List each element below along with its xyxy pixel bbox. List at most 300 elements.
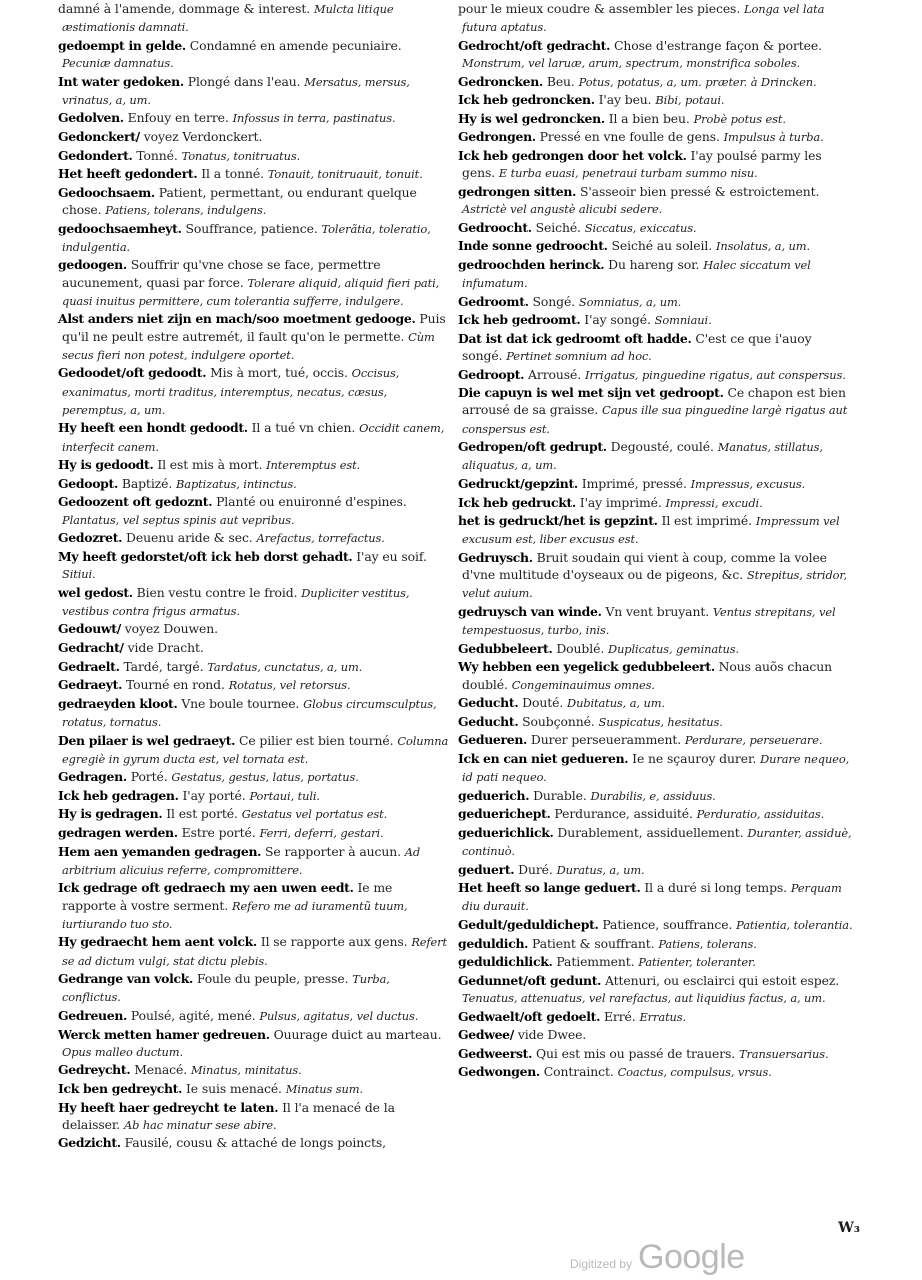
dictionary-entry <box>58 933 450 969</box>
latin-gloss: Congeminauimus omnes. <box>511 677 655 692</box>
latin-gloss: Portaui, tuli. <box>249 788 320 803</box>
french-gloss: Il l'a menacé de la delaisser. <box>62 1099 395 1132</box>
headword: Gedracht/ <box>58 639 124 655</box>
latin-gloss: Impressum vel excusum est, liber excusus est. <box>462 514 840 547</box>
french-gloss: Porté. <box>130 769 168 785</box>
french-gloss: Attenuri, ou esclairci qui estoit espez. <box>605 972 840 988</box>
french-gloss: Il est imprimé. <box>661 513 752 529</box>
headword: Ick ben gedreycht. <box>58 1081 183 1097</box>
latin-gloss: Irrigatus, pinguedine rigatus, aut conspersus. <box>584 367 846 382</box>
french-gloss: vide Dwee. <box>517 1027 587 1043</box>
french-gloss: Du hareng sor. <box>608 256 700 272</box>
dictionary-entry <box>58 1026 450 1061</box>
french-gloss: Souffrir qu'vne chose se face, permettre aucunement, quasi par force. <box>62 257 381 290</box>
dictionary-entry <box>58 1080 450 1098</box>
latin-gloss: Cùm secus fieri non potest, indulgere oportet. <box>62 329 435 362</box>
headword: Gedubbeleert. <box>458 640 553 656</box>
dictionary-entry <box>458 658 854 693</box>
dictionary-entry <box>58 147 450 165</box>
dictionary-entry <box>58 37 450 72</box>
headword: Gedrongen. <box>458 129 536 145</box>
dictionary-entry <box>458 861 854 879</box>
headword: Wy hebben een yegelick gedubbeleert. <box>458 659 715 675</box>
french-gloss: Pressé en vne foulle de gens. <box>539 129 720 145</box>
dictionary-entry <box>58 364 450 419</box>
dictionary-entry <box>458 603 854 639</box>
dictionary-entry <box>458 916 854 934</box>
french-gloss: Baptizé. <box>121 475 173 491</box>
dictionary-entry <box>458 694 854 712</box>
headword: Gedoochsaem. <box>58 184 155 200</box>
headword: Gedwee/ <box>458 1027 514 1043</box>
french-gloss: Il est porté. <box>166 806 238 822</box>
french-gloss: Songé. <box>532 293 576 309</box>
french-gloss: C'est ce que i'auoy songé. <box>462 330 812 363</box>
headword: Gedroncken. <box>458 73 543 89</box>
french-gloss: Imprimé, pressé. <box>581 475 687 491</box>
dictionary-entry <box>58 1099 450 1134</box>
headword: Gedreuen. <box>58 1008 128 1024</box>
dictionary-entry <box>458 731 854 749</box>
dictionary-entry <box>58 620 450 638</box>
latin-gloss: Tolerare aliquid, aliquid fieri pati, quasi inuitus permittere, cum tolerantia sufferre, indulgere. <box>62 275 440 308</box>
latin-gloss: Tolerãtia, toleratio, indulgentia. <box>62 221 431 254</box>
french-gloss: Arrousé. <box>528 366 582 382</box>
french-gloss: Ouurage duict au marteau. <box>273 1026 442 1042</box>
headword: Hy is gedragen. <box>58 806 163 822</box>
french-gloss: Soubçonné. <box>522 713 595 729</box>
dictionary-entry <box>458 824 854 860</box>
dictionary-entry <box>58 548 450 583</box>
latin-gloss: Patienter, toleranter. <box>638 955 756 970</box>
french-gloss: Seiché. <box>535 219 581 235</box>
latin-gloss: Pecuniæ damnatus. <box>62 56 174 70</box>
headword: geduerichlick. <box>458 824 554 840</box>
dictionary-entry <box>458 438 854 474</box>
latin-gloss: Longa vel lata futura aptatus. <box>462 2 825 35</box>
digitized-by-google-watermark <box>570 1238 745 1277</box>
french-gloss: pour le mieux coudre & assembler les pieces. <box>458 1 741 16</box>
headword: Gedoozent oft gedoznt. <box>58 494 213 510</box>
french-gloss: Beu. <box>546 73 575 89</box>
dictionary-entry <box>58 456 450 474</box>
headword: My heeft gedorstet/oft ick heb dorst gehadt. <box>58 548 353 564</box>
dictionary-entry <box>458 879 854 915</box>
latin-gloss: Siccatus, exiccatus. <box>584 220 697 235</box>
latin-gloss: Coactus, compulsus, vrsus. <box>617 1065 772 1080</box>
french-gloss: Plongé dans l'eau. <box>187 73 301 89</box>
dictionary-entry <box>58 109 450 127</box>
latin-gloss: Probè potus est. <box>693 111 786 126</box>
headword: gedruysch van winde. <box>458 603 602 619</box>
dictionary-entry <box>458 256 854 292</box>
dictionary-entry <box>58 970 450 1006</box>
french-gloss: Foule du peuple, presse. <box>196 971 349 987</box>
headword: geduldich. <box>458 935 529 951</box>
latin-gloss: Minatus sum. <box>285 1082 363 1097</box>
french-gloss: Ie ne sçauroy durer. <box>632 750 757 766</box>
french-gloss: Doublé. <box>556 640 605 656</box>
latin-gloss: Durabilis, e, assiduus. <box>590 788 716 803</box>
headword: Werck metten hamer gedreuen. <box>58 1026 270 1042</box>
latin-gloss: Globus circumsculptus, rotatus, tornatus. <box>62 696 437 729</box>
dictionary-entry <box>458 1045 854 1063</box>
french-gloss: Il se rapporte aux gens. <box>260 934 408 950</box>
latin-gloss: Rotatus, vel retorsus. <box>228 678 351 693</box>
dictionary-entry <box>458 750 854 786</box>
latin-gloss: Occidit canem, interfecit canem. <box>62 421 445 454</box>
dictionary-entry <box>58 1134 450 1152</box>
latin-gloss: Insolatus, a, um. <box>715 239 811 254</box>
dictionary-entry <box>458 512 854 548</box>
dictionary-entry <box>58 879 450 933</box>
dictionary-entry <box>458 935 854 953</box>
french-gloss: Patience, souffrance. <box>602 917 733 933</box>
french-gloss: Estre porté. <box>181 825 256 841</box>
headword: gedoogen. <box>58 257 127 273</box>
latin-gloss: Patiens, tolerans. <box>658 936 757 951</box>
headword: Den pilaer is wel gedraeyt. <box>58 732 236 748</box>
headword: gedoempt in gelde. <box>58 37 186 53</box>
headword: Gedoodet/oft gedoodt. <box>58 365 207 381</box>
headword: wel gedost. <box>58 584 133 600</box>
dictionary-entry <box>458 293 854 311</box>
latin-gloss: Opus malleo ductum. <box>62 1044 183 1059</box>
dictionary-entry <box>458 110 854 128</box>
right-column <box>458 0 854 1082</box>
latin-gloss: Perduratio, assiduitas. <box>696 807 825 822</box>
latin-gloss: Strepitus, stridor, velut auium. <box>462 568 848 601</box>
dictionary-entry <box>58 787 450 805</box>
watermark-prefix: Digitized by <box>570 1257 633 1271</box>
headword: Hy heeft een hondt gedoodt. <box>58 420 248 436</box>
latin-gloss: Ventus strepitans, vel tempestuosus, turbo, inis. <box>462 604 836 638</box>
french-gloss: I'ay poulsé parmy les gens. <box>462 147 822 181</box>
headword: Gedraelt. <box>58 658 120 674</box>
french-gloss: Ce pilier est bien tourné. <box>238 732 394 748</box>
french-gloss: Erré. <box>603 1008 636 1024</box>
headword: Hy is wel gedroncken. <box>458 110 605 126</box>
catchword: W₃ <box>838 1220 860 1236</box>
french-gloss: Poulsé, agité, mené. <box>130 1008 256 1024</box>
french-gloss: Seiché au soleil. <box>611 238 713 254</box>
dictionary-entry <box>58 695 450 731</box>
latin-gloss: Arefactus, torrefactus. <box>256 531 385 546</box>
french-gloss: Il a duré si long temps. <box>644 880 787 896</box>
headword: Gedunnet/oft gedunt. <box>458 972 602 988</box>
latin-gloss: Plantatus, vel septus spinis aut vepribus. <box>62 512 295 527</box>
latin-gloss: Somniatus, a, um. <box>578 294 682 309</box>
french-gloss: Patiemment. <box>556 954 635 970</box>
latin-gloss: Erratus. <box>639 1009 687 1024</box>
headword: gedroochden herinck. <box>458 256 605 272</box>
latin-gloss: Impulsus à turba. <box>723 130 824 145</box>
left-column <box>58 0 450 1153</box>
headword: Hy is gedoodt. <box>58 457 154 473</box>
french-gloss: Degousté, coulé. <box>610 439 714 455</box>
latin-gloss: Infossus in terra, pastinatus. <box>232 111 396 126</box>
headword: Het heeft gedondert. <box>58 166 198 182</box>
latin-gloss: Perquam diu durauit. <box>462 881 842 914</box>
headword: Gedragen. <box>58 769 127 785</box>
latin-gloss: Gestatus, gestus, latus, portatus. <box>171 770 359 785</box>
latin-gloss: Columna egregiè in gyrum ducta est, vel tornata est. <box>62 733 449 766</box>
french-gloss: Il a bien beu. <box>608 110 690 126</box>
headword: gedoochsaemheyt. <box>58 220 182 236</box>
latin-gloss: Manatus, stillatus, aliquatus, a, um. <box>462 440 823 473</box>
dictionary-entry <box>458 237 854 255</box>
latin-gloss: Duplicatus, geminatus. <box>608 641 740 656</box>
headword: Gedruckt/gepzint. <box>458 475 578 491</box>
dictionary-entry <box>458 640 854 658</box>
french-gloss: Enfouy en terre. <box>127 110 229 126</box>
dictionary-entry <box>58 1061 450 1079</box>
french-gloss: Vn vent bruyant. <box>605 603 710 619</box>
headword: Gedroocht. <box>458 219 532 235</box>
french-gloss: Ce chapon est bien arrousé de sa graisse. <box>462 385 846 418</box>
french-gloss: voyez Verdonckert. <box>143 128 263 144</box>
french-gloss: I'ay imprimé. <box>579 494 662 510</box>
latin-gloss: Gestatus vel portatus est. <box>241 807 388 822</box>
dictionary-entry <box>458 330 854 365</box>
french-gloss: Vne boule tournee. <box>181 695 300 711</box>
latin-gloss: Monstrum, vel laruæ, arum, spectrum, monstrifica soboles. <box>462 56 801 70</box>
headword: Gedonckert/ <box>58 128 140 144</box>
latin-gloss: Tonatus, tonitruatus. <box>181 148 301 163</box>
dictionary-entry <box>58 475 450 493</box>
french-gloss: Perdurance, assiduité. <box>554 806 693 822</box>
french-gloss: vide Dracht. <box>127 639 204 655</box>
french-gloss: I'ay songé. <box>584 312 651 328</box>
headword: Gedoopt. <box>58 475 118 491</box>
latin-gloss: Duratus, a, um. <box>556 862 645 877</box>
dictionary-entry <box>458 713 854 731</box>
headword: Hy heeft haer gedreycht te laten. <box>58 1099 279 1115</box>
latin-gloss: Ad arbitrium alicuius referre, compromittere. <box>62 844 421 877</box>
dictionary-entry <box>58 419 450 455</box>
french-gloss: Il a tonné. <box>201 166 264 182</box>
dictionary-entry <box>458 73 854 91</box>
dictionary-entry <box>58 0 450 36</box>
french-gloss: Il est mis à mort. <box>157 457 263 473</box>
dictionary-entry <box>458 787 854 805</box>
latin-gloss: Somniaui. <box>654 313 712 328</box>
dictionary-entry <box>58 220 450 256</box>
headword: Gedweerst. <box>458 1045 533 1061</box>
headword: Gedzicht. <box>58 1135 121 1151</box>
headword: Int water gedoken. <box>58 73 184 89</box>
latin-gloss: Capus ille sua pinguedine largè rigatus aut conspersus est. <box>462 403 848 436</box>
latin-gloss: Sitiui. <box>62 566 96 581</box>
latin-gloss: Mulcta litique æstimationis damnati. <box>62 2 394 35</box>
headword: geduerichept. <box>458 806 551 822</box>
headword: Die capuyn is wel met sijn vet gedroopt. <box>458 385 724 401</box>
dictionary-entry <box>58 805 450 823</box>
french-gloss: Mis à mort, tué, occis. <box>210 365 348 381</box>
french-gloss: Contrainct. <box>543 1064 614 1080</box>
dictionary-entry <box>58 639 450 657</box>
dictionary-entry <box>58 584 450 620</box>
headword: Gedroomt. <box>458 293 529 309</box>
headword: Ick heb gedroomt. <box>458 312 581 328</box>
french-gloss: Durer perseueramment. <box>530 732 682 748</box>
headword: Gedroopt. <box>458 366 525 382</box>
dictionary-entry <box>58 128 450 146</box>
latin-gloss: Dupliciter vestitus, vestibus contra frigus armatus. <box>62 585 410 618</box>
latin-gloss: E turba euasi, penetraui turbam summo nisu. <box>498 166 758 181</box>
latin-gloss: Impressus, excusus. <box>690 476 806 491</box>
latin-gloss: Dubitatus, a, um. <box>567 696 665 711</box>
french-gloss: Durablement, assiduellement. <box>557 824 744 840</box>
dictionary-entry <box>58 493 450 528</box>
headword: Alst anders niet zijn en mach/soo moetment gedooge. <box>58 311 416 327</box>
dictionary-entry <box>458 494 854 512</box>
dictionary-entry <box>58 1007 450 1025</box>
french-gloss: I'ay porté. <box>182 787 246 803</box>
latin-gloss: Suspicatus, hesitatus. <box>598 714 723 729</box>
dictionary-entry <box>458 475 854 493</box>
latin-gloss: Durare nequeo, id pati nequeo. <box>462 751 850 785</box>
headword: Ick gedrage oft gedraech my aen uwen eedt. <box>58 880 354 896</box>
headword: Gedolven. <box>58 110 124 126</box>
dictionary-entry <box>458 1026 854 1044</box>
dictionary-entry <box>458 147 854 182</box>
headword: Het heeft so lange geduert. <box>458 880 641 896</box>
french-gloss: Planté ou enuironné d'espines. <box>216 494 407 510</box>
dictionary-entry <box>58 658 450 676</box>
latin-gloss: Ab hac minatur sese abire. <box>123 1117 277 1132</box>
latin-gloss: Occisus, exanimatus, morti traditus, interemptus, necatus, cæsus, peremptus, a, um. <box>62 366 400 417</box>
french-gloss: voyez Douwen. <box>124 621 218 637</box>
dictionary-entry <box>458 37 854 72</box>
french-gloss: Tourné en rond. <box>125 677 225 693</box>
latin-gloss: Patientia, tolerantia. <box>736 918 853 933</box>
dictionary-entry <box>458 366 854 384</box>
headword: Ick heb gedragen. <box>58 787 179 803</box>
dictionary-entry <box>58 732 450 768</box>
dictionary-entry <box>458 0 854 36</box>
dictionary-entry <box>458 805 854 823</box>
latin-gloss: Turba, conflictus. <box>62 972 390 1005</box>
headword: Geducht. <box>458 713 519 729</box>
headword: Gedueren. <box>458 732 528 748</box>
latin-gloss: Bibi, potaui. <box>655 93 725 108</box>
french-gloss: I'ay beu. <box>598 92 652 108</box>
headword: Hem aen yemanden gedragen. <box>58 843 262 859</box>
headword: Gedreycht. <box>58 1062 131 1078</box>
dictionary-entry <box>58 310 450 364</box>
dictionary-entry <box>58 768 450 786</box>
latin-gloss: Refert se ad dictum vulgi, stat dictu plebis. <box>62 935 448 968</box>
headword: Ick heb gedrongen door het volck. <box>458 147 687 163</box>
latin-gloss: Pulsus, agitatus, vel ductus. <box>259 1009 419 1024</box>
headword: Gedruysch. <box>458 549 533 565</box>
latin-gloss: Baptizatus, intinctus. <box>176 476 297 491</box>
headword: geduerich. <box>458 787 530 803</box>
dictionary-entry <box>458 128 854 146</box>
french-gloss: Puis qu'il ne peult estre autremét, il fault qu'on le permette. <box>62 311 446 344</box>
latin-gloss: Patiens, tolerans, indulgens. <box>105 202 267 217</box>
headword: Gedondert. <box>58 147 133 163</box>
latin-gloss: Ferri, deferri, gestari. <box>259 826 384 841</box>
dictionary-entry <box>58 676 450 694</box>
headword: Gedouwt/ <box>58 621 121 637</box>
latin-gloss: Astrictè vel angustè alicubi sedere. <box>462 201 663 216</box>
dictionary-entry <box>58 184 450 219</box>
french-gloss: Deuenu aride & sec. <box>126 530 253 546</box>
headword: gedrongen sitten. <box>458 183 577 199</box>
latin-gloss: Interemptus est. <box>266 458 361 473</box>
french-gloss: Tardé, targé. <box>123 658 204 674</box>
latin-gloss: Transuersarius. <box>738 1046 829 1061</box>
headword: gedragen werden. <box>58 825 178 841</box>
french-gloss: Fausilé, cousu & attaché de longs poincts, <box>124 1135 386 1151</box>
french-gloss: Duré. <box>518 861 553 877</box>
french-gloss: Durable. <box>533 787 587 803</box>
french-gloss: damné à l'amende, dommage & interest. <box>58 1 311 16</box>
headword: geduert. <box>458 861 515 877</box>
headword: Gedult/geduldichept. <box>458 917 599 933</box>
latin-gloss: Duranter, assiduè, continuò. <box>462 825 852 859</box>
dictionary-entry <box>58 73 450 109</box>
french-gloss: Souffrance, patience. <box>185 220 318 236</box>
french-gloss: Tonné. <box>136 147 178 163</box>
headword: Ick en can niet gedueren. <box>458 750 629 766</box>
dictionary-entry <box>58 824 450 842</box>
dictionary-entry <box>58 529 450 547</box>
dictionary-entry <box>458 1008 854 1026</box>
headword: Gedrange van volck. <box>58 971 194 987</box>
french-gloss: I'ay eu soif. <box>356 548 427 564</box>
dictionary-entry <box>458 91 854 109</box>
dictionary-entry <box>58 165 450 183</box>
dictionary-entry <box>458 384 854 438</box>
latin-gloss: Potus, potatus, a, um. præter. à Drincken. <box>578 74 817 89</box>
french-gloss: Chose d'estrange façon & portee. <box>613 37 822 53</box>
french-gloss: Se rapporter à aucun. <box>265 843 401 859</box>
latin-gloss: Perdurare, perseuerare. <box>684 733 823 748</box>
french-gloss: Condamné en amende pecuniaire. <box>189 37 402 53</box>
headword: Gedraeyt. <box>58 677 123 693</box>
french-gloss: Patient & souffrant. <box>532 935 655 951</box>
headword: gedraeyden kloot. <box>58 695 178 711</box>
dictionary-entry <box>458 183 854 218</box>
google-logo: Google <box>638 1238 745 1276</box>
headword: Ick heb gedroncken. <box>458 92 595 108</box>
headword: het is gedruckt/het is gepzint. <box>458 513 658 529</box>
french-gloss: S'asseoir bien pressé & estroictement. <box>579 183 820 199</box>
latin-gloss: Pertinet somnium ad hoc. <box>506 348 652 363</box>
latin-gloss: Mersatus, mersus, vrinatus, a, um. <box>62 74 410 107</box>
headword: Gedwongen. <box>458 1064 540 1080</box>
headword: Gedrocht/oft gedracht. <box>458 37 611 53</box>
french-gloss: Ie me rapporte à vostre serment. <box>62 880 393 913</box>
french-gloss: Menacé. <box>134 1062 188 1078</box>
dictionary-entry <box>458 549 854 603</box>
headword: Gedozret. <box>58 530 123 546</box>
headword: Gedwaelt/oft gedoelt. <box>458 1008 601 1024</box>
dictionary-entry <box>458 1063 854 1081</box>
french-gloss: Bien vestu contre le froid. <box>136 584 298 600</box>
headword: geduldichlick. <box>458 954 553 970</box>
latin-gloss: Halec siccatum vel infumatum. <box>462 257 811 290</box>
latin-gloss: Tonauit, tonitruauit, tonuit. <box>267 167 423 182</box>
french-gloss: Patient, permettant, ou endurant quelque chose. <box>62 184 417 217</box>
french-gloss: Qui est mis ou passé de trauers. <box>535 1045 736 1061</box>
headword: Hy gedraecht hem aent volck. <box>58 934 257 950</box>
latin-gloss: Refero me ad iuramentũ tuum, iurtiurando tuo sto. <box>62 898 408 931</box>
headword: Gedropen/oft gedrupt. <box>458 439 607 455</box>
